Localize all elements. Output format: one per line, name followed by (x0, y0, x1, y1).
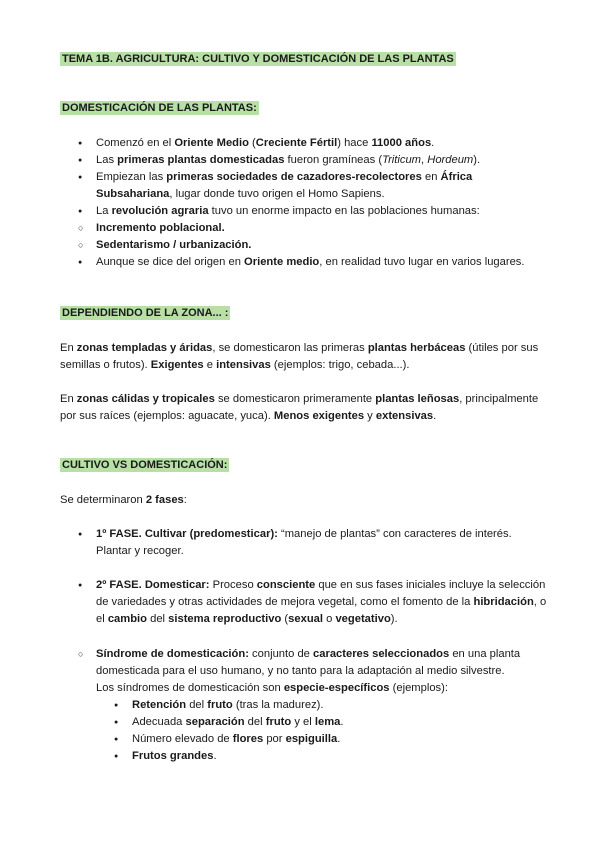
list-item: ● Empiezan las primeras sociedades de cazadores-recolectores en África Subsahariana, lugar donde tuvo origen el Homo Sapiens. (60, 169, 550, 203)
document-title: TEMA 1B. AGRICULTURA: CULTIVO Y DOMESTICACIÓN DE LAS PLANTAS (62, 53, 454, 65)
list-item: ● Retención del fruto (tras la madurez). (24, 697, 550, 714)
fase-2 (60, 577, 550, 628)
list-item: ● 2º FASE. Domesticar: Proceso consciente que en sus fases iniciales incluye la selección de variedades y otras actividades de mejora vegetal, como el fomento de la hibridación, o el cambio del sistema reproductivo (sexual o vegetativo). (60, 577, 550, 628)
zona-paragraph-2: En zonas cálidas y tropicales se domesticaron primeramente plantas leñosas, principalmente por sus raíces (ejemplos: aguacate, yuca). Menos exigentes y extensivas. (60, 393, 539, 422)
list-item: ● Frutos grandes. (24, 748, 550, 765)
list-item: ● Comenzó en el Oriente Medio (Creciente Fértil) hace 11000 años. (60, 135, 550, 152)
list-item: ○ Síndrome de domesticación: conjunto de caracteres seleccionados en una planta domesticada para el uso humano, y no tanto para la adaptación al medio silvestre. Los síndromes de domesticación son especie-específicos (ejemplos): (24, 646, 550, 697)
sindrome-block (60, 646, 550, 765)
section-heading-domesticacion: DOMESTICACIÓN DE LAS PLANTAS: (62, 102, 257, 114)
list-item: ● La revolución agraria tuvo un enorme impacto en las poblaciones humanas: (60, 203, 550, 220)
list-item: ○ Sedentarismo / urbanización. (24, 237, 550, 254)
list-item: ○ Incremento poblacional. (24, 220, 550, 237)
list-item: ● Las primeras plantas domesticadas fueron gramíneas (Triticum, Hordeum). (60, 152, 550, 169)
list-item: ● Número elevado de flores por espiguilla. (24, 731, 550, 748)
domesticacion-list (60, 135, 550, 271)
list-item: ● Adecuada separación del fruto y el lema. (24, 714, 550, 731)
zona-paragraph-1: En zonas templadas y áridas, se domesticaron las primeras plantas herbáceas (útiles por sus semillas o frutos). Exigentes e intensivas (ejemplos: trigo, cebada...). (60, 342, 539, 371)
cultivo-intro: Se determinaron 2 fases: (60, 494, 187, 506)
list-item: ● Aunque se dice del origen en Oriente medio, en realidad tuvo lugar en varios lugares. (60, 254, 550, 271)
section-heading-zona: DEPENDIENDO DE LA ZONA... : (62, 307, 229, 319)
list-item: ● 1º FASE. Cultivar (predomesticar): “manejo de plantas” con caracteres de interés. Plantar y recoger. (60, 526, 550, 560)
section-heading-cultivo: CULTIVO VS DOMESTICACIÓN: (62, 459, 228, 471)
fase-1 (60, 526, 550, 560)
